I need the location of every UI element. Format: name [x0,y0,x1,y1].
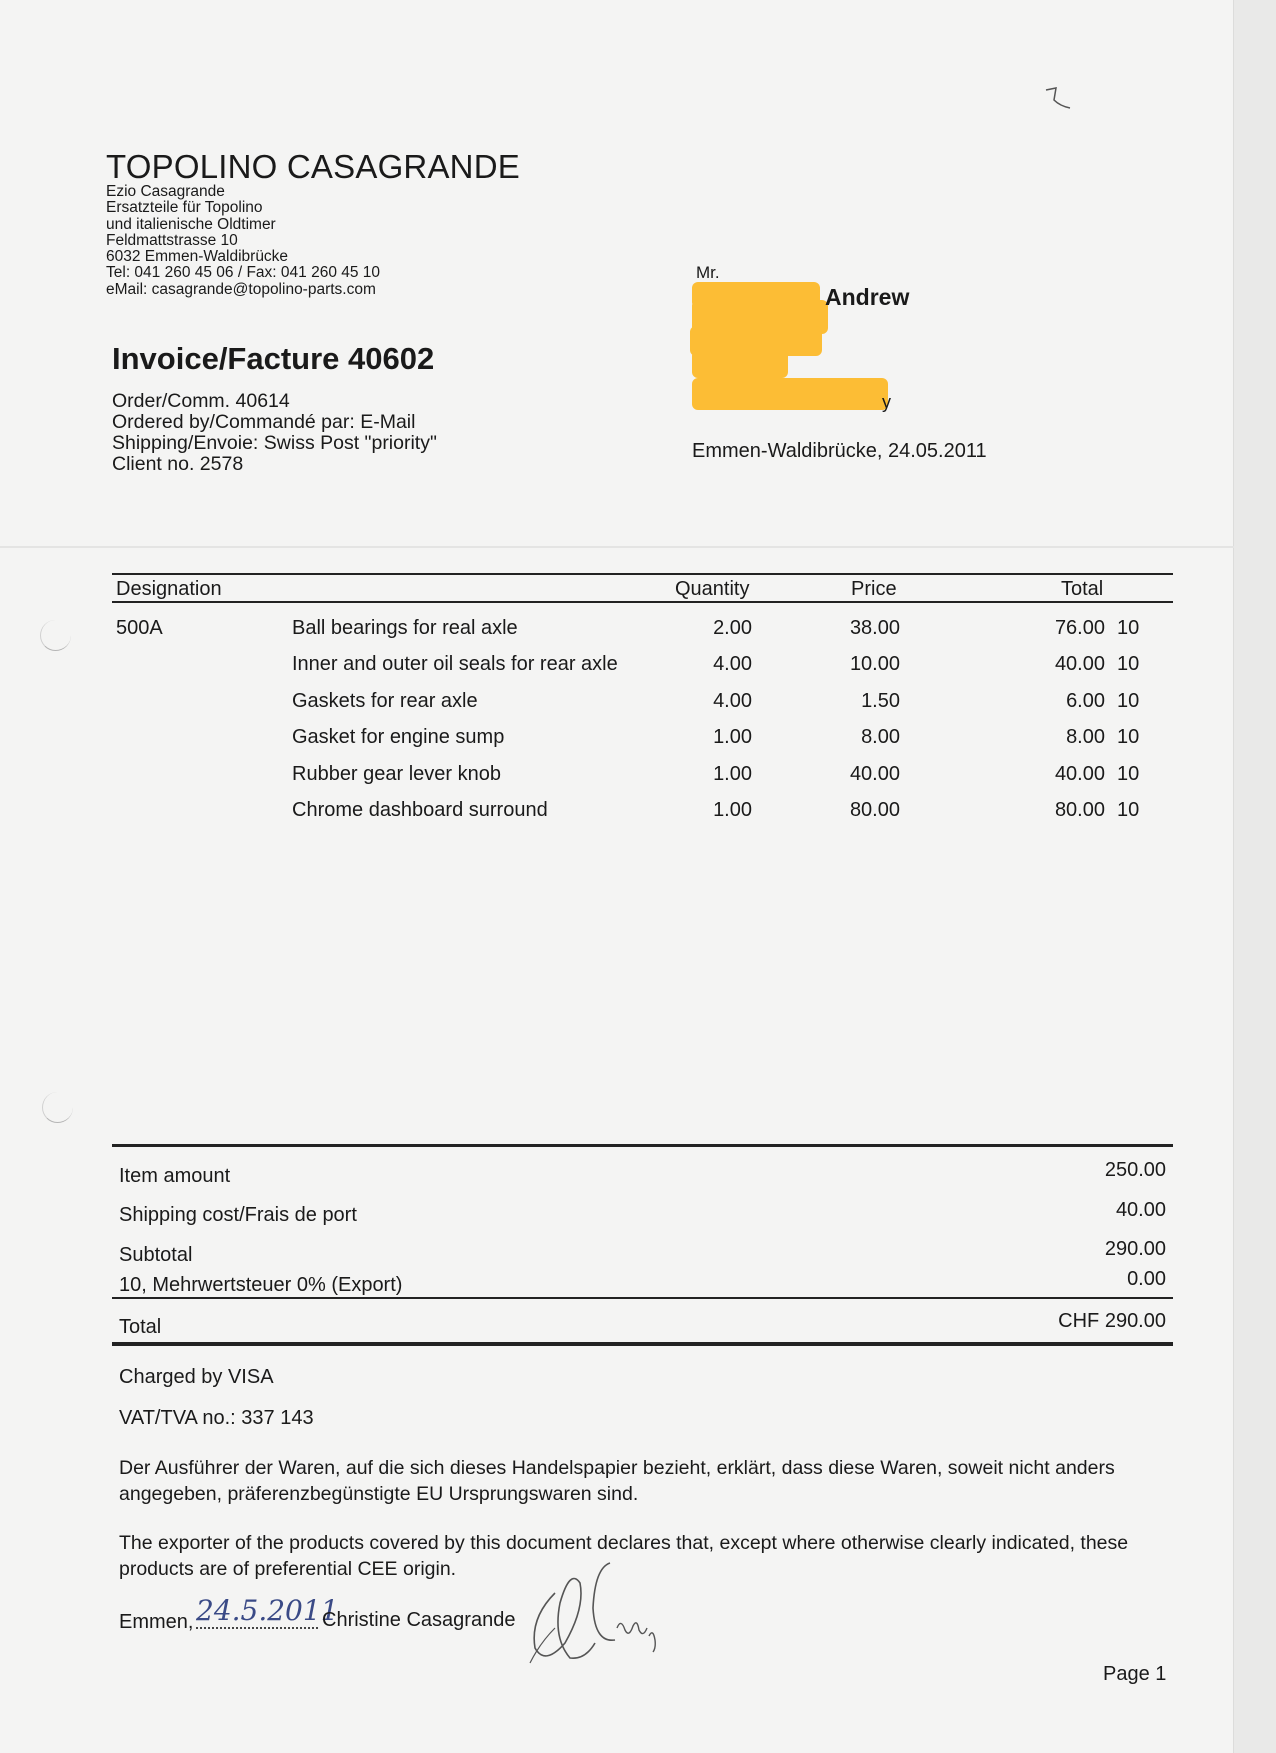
invoice-title: Invoice/Facture 40602 [112,341,435,376]
summary-top-rule [112,1144,1173,1147]
shipping-method: Shipping/Envoie: Swiss Post "priority" [112,432,437,454]
total-value: CHF 290.00 [1058,1310,1166,1332]
recipient-trailing-char: y [882,392,891,412]
table-row [0,799,1276,835]
total-label: Total [119,1316,162,1338]
scan-page-edge [1233,0,1276,1753]
ordered-by: Ordered by/Commandé par: E-Mail [112,411,416,433]
recipient-salutation: Mr. [696,263,720,282]
vat-number: VAT/TVA no.: 337 143 [119,1407,314,1429]
declaration-german: Der Ausführer der Waren, auf die sich dieses Handelspapier bezieht, erklärt, dass diese Waren, soweit nicht anders angegeben, präferenzbegünstigte EU Ursprungswaren sind. [119,1457,1115,1505]
order-details [112,391,437,475]
column-header-price: Price [851,578,897,600]
item-amount-label: Item amount [119,1165,231,1187]
summary-subtotal-rule [112,1297,1173,1299]
cell-total: 40.00 [1054,763,1105,785]
vat-value: 0.00 [1127,1268,1166,1290]
cell-vat-code: 10 [1117,690,1140,712]
vat-label: 10, Mehrwertsteuer 0% (Export) [119,1274,403,1296]
table-row [0,690,1276,726]
cell-quantity: 1.00 [713,799,752,821]
sender-line: Ersatzteile für Topolino [106,199,263,217]
table-row [0,763,1276,799]
cell-price: 38.00 [849,617,900,639]
redaction-mark [692,350,788,378]
cell-total: 40.00 [1054,653,1105,675]
cell-description: Ball bearings for real axle [292,617,518,639]
sender-line: und italienische Oldtimer [106,215,276,233]
redaction-mark [692,378,888,410]
cell-vat-code: 10 [1117,617,1140,639]
cell-quantity: 4.00 [713,653,752,675]
sender-line: Feldmattstrasse 10 [106,231,238,249]
cell-price: 40.00 [849,763,900,785]
sender-line: Tel: 041 260 45 06 / Fax: 041 260 45 10 [106,264,381,282]
client-number: Client no. 2578 [112,453,244,475]
cell-price: 1.50 [861,690,900,712]
summary-total-rule [112,1342,1173,1346]
table-top-rule [112,573,1173,575]
cell-price: 8.00 [861,726,900,748]
sender-line: Ezio Casagrande [106,183,225,200]
corner-mark [1044,86,1074,112]
signer-name: Christine Casagrande [322,1609,516,1631]
subtotal-label: Subtotal [119,1244,193,1266]
cell-quantity: 1.00 [713,726,752,748]
column-header-quantity: Quantity [675,578,750,600]
table-row [0,617,1276,653]
punch-hole-bottom [42,1092,73,1123]
cell-description: Rubber gear lever knob [292,763,502,785]
cell-total: 80.00 [1054,799,1105,821]
cell-price: 10.00 [849,653,900,675]
cell-total: 76.00 [1054,617,1105,639]
sign-place: Emmen, [119,1611,194,1633]
column-header-total: Total [1061,578,1104,600]
paper-fold-line [0,546,1234,548]
cell-description: Gasket for engine sump [292,726,505,748]
column-header-designation: Designation [116,578,222,600]
company-name: TOPOLINO CASAGRANDE [106,148,520,185]
shipping-value: 40.00 [1115,1199,1166,1221]
cell-description: Gaskets for rear axle [292,690,478,712]
shipping-label: Shipping cost/Frais de port [119,1204,357,1226]
sender-address [106,184,380,298]
table-row [0,726,1276,762]
handwritten-date: 24.5.2011 [196,1594,339,1627]
cell-quantity: 1.00 [713,763,752,785]
cell-description: Inner and outer oil seals for rear axle [292,653,618,675]
recipient-name: Andrew [825,284,910,310]
page-number: Page 1 [1103,1663,1167,1685]
date-dotted-line [196,1627,318,1629]
cell-quantity: 4.00 [713,690,752,712]
sender-line: 6032 Emmen-Waldibrücke [106,248,289,266]
sender-email: eMail: casagrande@topolino-parts.com [106,280,376,298]
payment-method: Charged by VISA [119,1366,274,1388]
table-header-rule [112,601,1173,603]
cell-code: 500A [116,617,163,639]
cell-quantity: 2.00 [713,617,752,639]
order-number: Order/Comm. 40614 [112,390,290,412]
cell-vat-code: 10 [1117,799,1140,821]
cell-vat-code: 10 [1117,653,1140,675]
cell-vat-code: 10 [1117,763,1140,785]
item-amount-value: 250.00 [1104,1159,1166,1181]
cell-total: 6.00 [1066,690,1105,712]
place-date: Emmen-Waldibrücke, 24.05.2011 [692,440,987,462]
cell-description: Chrome dashboard surround [292,799,548,821]
cell-total: 8.00 [1066,726,1105,748]
cell-vat-code: 10 [1117,726,1140,748]
handwritten-signature [525,1548,675,1678]
cell-price: 80.00 [849,799,900,821]
table-row [0,653,1276,689]
declaration-english: The exporter of the products covered by this document declares that, except where otherwise clearly indicated, these products are of preferential CEE origin. [119,1532,1129,1580]
subtotal-value: 290.00 [1104,1238,1166,1260]
